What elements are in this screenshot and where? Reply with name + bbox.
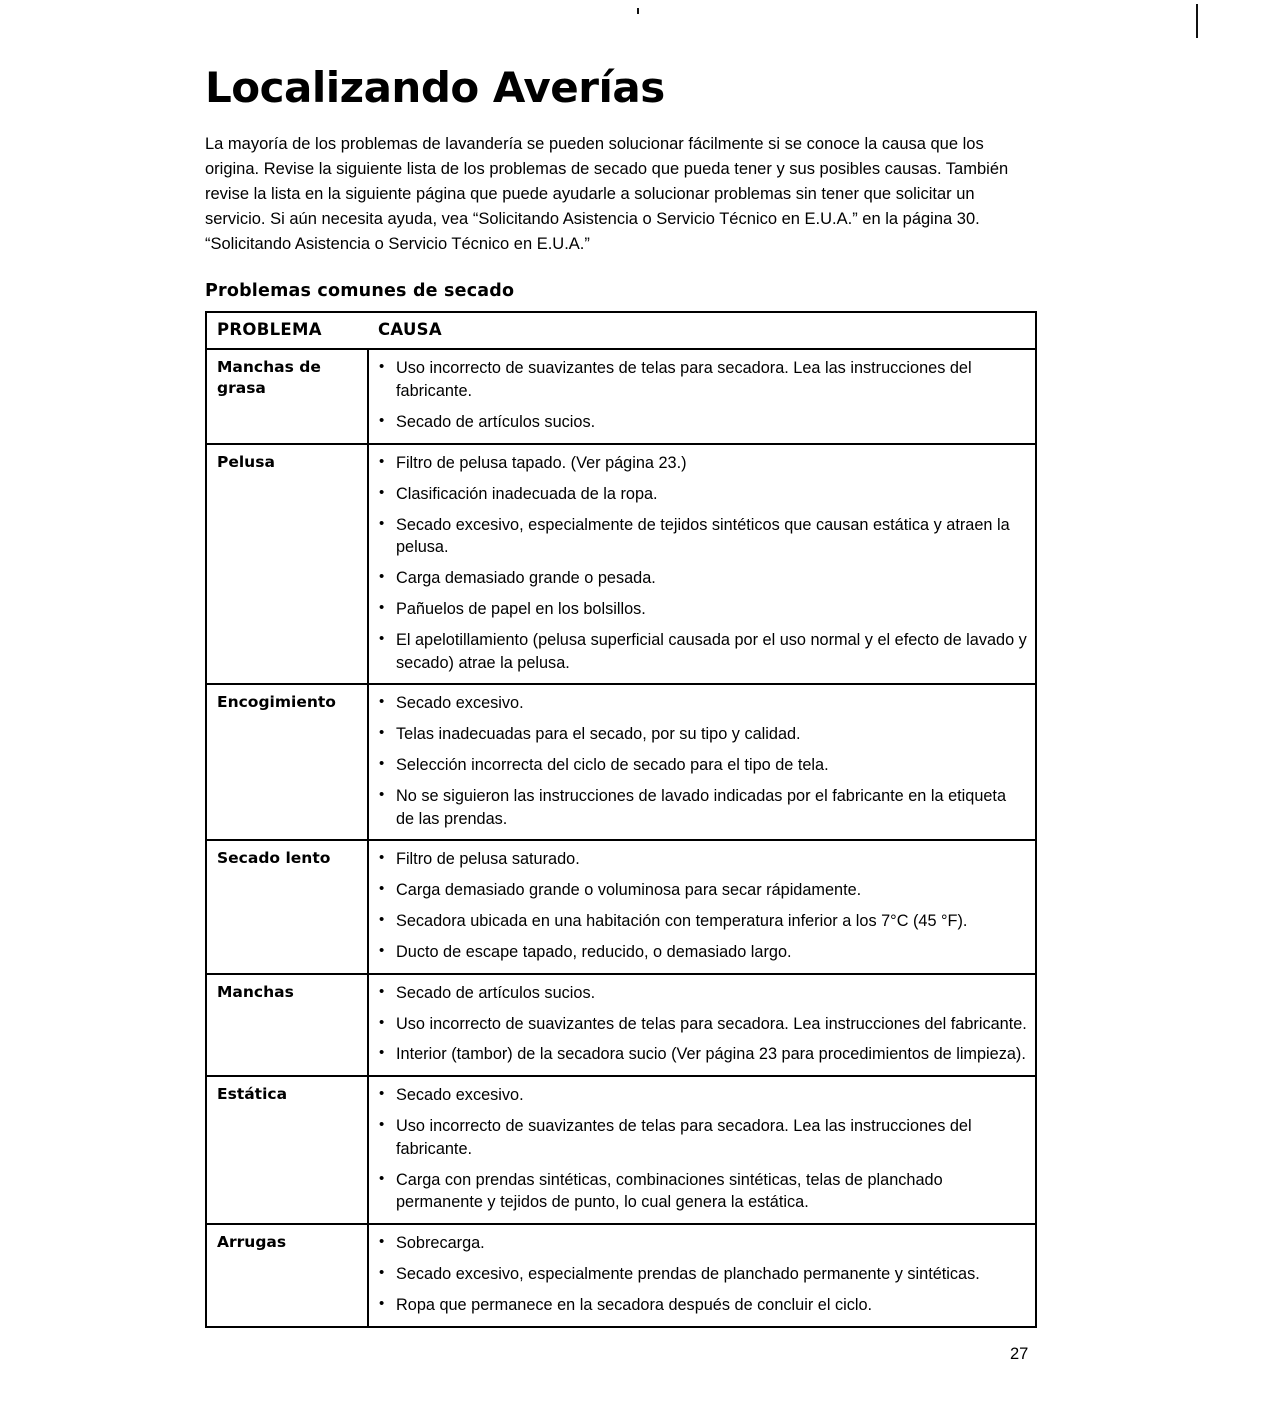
list-item: • Carga demasiado grande o voluminosa para secar rápidamente.: [379, 879, 1027, 902]
problem-cell: Manchas: [206, 974, 368, 1076]
list-item: • No se siguieron las instrucciones de lavado indicadas por el fabricante en la etiqueta de las prendas.: [379, 785, 1027, 831]
list-item: • Clasificación inadecuada de la ropa.: [379, 483, 1027, 506]
table-row: [206, 349, 1036, 443]
registration-mark-top-right: [1196, 4, 1198, 38]
cause-list: [379, 357, 1027, 433]
list-item: • Telas inadecuadas para el secado, por su tipo y calidad.: [379, 723, 1027, 746]
problem-cell: Secado lento: [206, 840, 368, 973]
cause-list: [379, 452, 1027, 675]
cause-list: [379, 848, 1027, 963]
intro-paragraph: La mayoría de los problemas de lavandería se pueden solucionar fácilmente si se conoce la causa que los origina. Revise la siguiente lista de los problemas de secado que pueda tener y sus posibles causas. También revise la lista en la siguiente página que puede ayudarle a solucionar problemas sin tener que solicitar un servicio. Si aún necesita ayuda, vea “Solicitando Asistencia o Servicio Técnico en E.U.A.” en la página 30. “Solicitando Asistencia o Servicio Técnico en E.U.A.”: [205, 135, 1009, 254]
table-row: [206, 1224, 1036, 1326]
list-item: • Uso incorrecto de suavizantes de telas para secadora. Lea instrucciones del fabricante.: [379, 1013, 1027, 1036]
list-item: • Secado de artículos sucios.: [379, 411, 1027, 434]
cause-cell: [368, 684, 1036, 840]
list-item: • Secado de artículos sucios.: [379, 982, 1027, 1005]
list-item: • Pañuelos de papel en los bolsillos.: [379, 598, 1027, 621]
registration-mark-top-center: [637, 8, 639, 14]
page-number: 27: [1010, 1345, 1029, 1363]
list-item: • Secado excesivo, especialmente de tejidos sintéticos que causan estática y atraen la pelusa.: [379, 514, 1027, 560]
list-item: • Carga con prendas sintéticas, combinaciones sintéticas, telas de planchado permanente y tejidos de punto, lo cual genera la estática.: [379, 1169, 1027, 1215]
list-item: • Interior (tambor) de la secadora sucio (Ver página 23 para procedimientos de limpieza).: [379, 1043, 1027, 1066]
cause-cell: [368, 349, 1036, 443]
list-item: • Carga demasiado grande o pesada.: [379, 567, 1027, 590]
cause-list: [379, 1084, 1027, 1214]
cause-list: [379, 692, 1027, 830]
list-item: • Sobrecarga.: [379, 1232, 1027, 1255]
table-row: [206, 840, 1036, 973]
list-item: • Uso incorrecto de suavizantes de telas para secadora. Lea las instrucciones del fabricante.: [379, 357, 1027, 403]
cause-list: [379, 982, 1027, 1066]
column-header-problem: PROBLEMA: [217, 320, 322, 340]
problem-cell: Estática: [206, 1076, 368, 1224]
section-heading: Problemas comunes de secado: [205, 281, 515, 302]
cause-list: [379, 1232, 1027, 1316]
cause-cell: [368, 840, 1036, 973]
table-row: [206, 684, 1036, 840]
list-item: • Secado excesivo.: [379, 692, 1027, 715]
page-title: Localizando Averías: [205, 63, 665, 112]
troubleshooting-table: [205, 311, 1037, 1327]
problem-cell: Encogimiento: [206, 684, 368, 840]
cause-cell: [368, 1076, 1036, 1224]
column-header-cause: CAUSA: [378, 320, 442, 340]
list-item: • Secado excesivo.: [379, 1084, 1027, 1107]
list-item: • Uso incorrecto de suavizantes de telas para secadora. Lea las instrucciones del fabricante.: [379, 1115, 1027, 1161]
problem-cell: Manchas de grasa: [206, 349, 368, 443]
list-item: • El apelotillamiento (pelusa superficial causada por el uso normal y el efecto de lavado y secado) atrae la pelusa.: [379, 629, 1027, 675]
cause-cell: [368, 974, 1036, 1076]
list-item: • Filtro de pelusa saturado.: [379, 848, 1027, 871]
problem-cell: Pelusa: [206, 444, 368, 685]
table-row: [206, 444, 1036, 685]
list-item: • Ducto de escape tapado, reducido, o demasiado largo.: [379, 941, 1027, 964]
cause-cell: [368, 1224, 1036, 1326]
table-row: [206, 1076, 1036, 1224]
list-item: • Secado excesivo, especialmente prendas de planchado permanente y sintéticas.: [379, 1263, 1027, 1286]
table-header-row: [206, 312, 1036, 349]
list-item: • Secadora ubicada en una habitación con temperatura inferior a los 7°C (45 °F).: [379, 910, 1027, 933]
table-row: [206, 974, 1036, 1076]
cause-cell: [368, 444, 1036, 685]
problem-cell: Arrugas: [206, 1224, 368, 1326]
page-content: [205, 63, 1050, 1328]
list-item: • Ropa que permanece en la secadora después de concluir el ciclo.: [379, 1294, 1027, 1317]
list-item: • Selección incorrecta del ciclo de secado para el tipo de tela.: [379, 754, 1027, 777]
list-item: • Filtro de pelusa tapado. (Ver página 23.): [379, 452, 1027, 475]
